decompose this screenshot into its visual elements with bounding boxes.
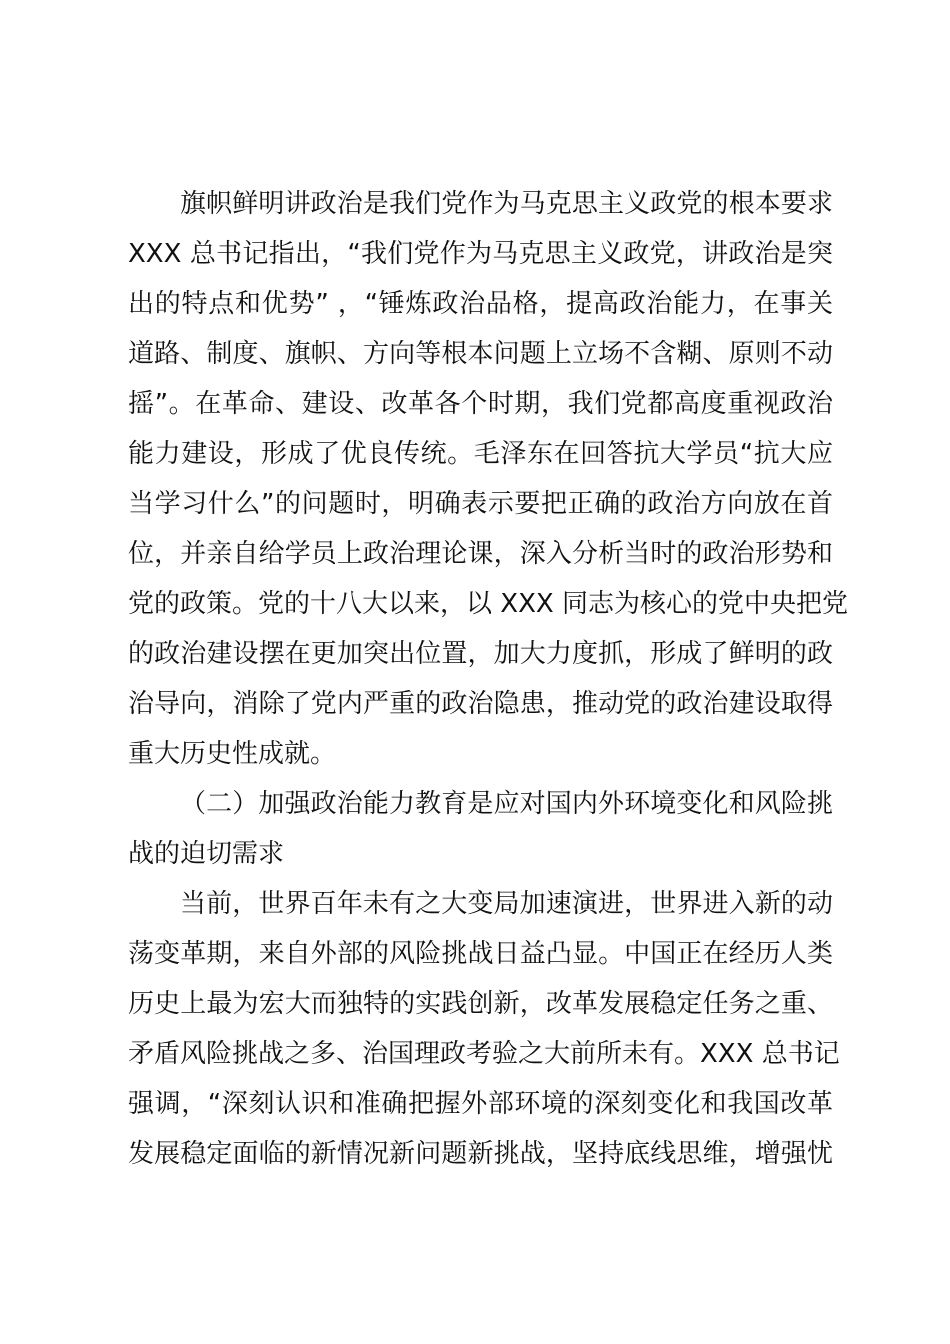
text-line: 出的特点和优势” ，“锤炼政治品格，提高政治能力，在事关 <box>128 289 833 319</box>
paragraph-environment-changes <box>128 879 840 1179</box>
document-body <box>128 179 848 1179</box>
section-heading-2 <box>128 779 833 879</box>
text-line: 的政治建设摆在更加突出位置，加大力度抓，形成了鲜明的政 <box>128 639 833 669</box>
text-line: 旗帜鲜明讲政治是我们党作为马克思主义政党的根本要求 <box>180 189 833 219</box>
text-line: 矛盾风险挑战之多、治国理政考验之大前所未有。XXX 总书记 <box>128 1039 840 1069</box>
text-line: XXX 总书记指出，“我们党作为马克思主义政党，讲政治是突 <box>128 239 833 269</box>
paragraph-political-stance <box>128 179 848 779</box>
text-line: 发展稳定面临的新情况新问题新挑战，坚持底线思维，增强忧 <box>128 1139 833 1169</box>
text-line: 摇”。在革命、建设、改革各个时期，我们党都高度重视政治 <box>128 389 833 419</box>
text-line: 强调，“深刻认识和准确把握外部环境的深刻变化和我国改革 <box>128 1089 833 1119</box>
text-line: 当学习什么”的问题时，明确表示要把正确的政治方向放在首 <box>128 489 833 519</box>
text-line: 历史上最为宏大而独特的实践创新，改革发展稳定任务之重、 <box>128 989 833 1019</box>
text-line: 道路、制度、旗帜、方向等根本问题上立场不含糊、原则不动 <box>128 339 833 369</box>
heading-line: （二）加强政治能力教育是应对国内外环境变化和风险挑 <box>180 789 833 819</box>
text-line: 荡变革期，来自外部的风险挑战日益凸显。中国正在经历人类 <box>128 939 833 969</box>
text-line: 重大历史性成就。 <box>128 739 337 769</box>
text-line: 党的政策。党的十八大以来，以 XXX 同志为核心的党中央把党 <box>128 589 848 619</box>
text-line: 位，并亲自给学员上政治理论课，深入分析当时的政治形势和 <box>128 539 833 569</box>
text-line: 当前，世界百年未有之大变局加速演进，世界进入新的动 <box>180 889 833 919</box>
text-line: 治导向，消除了党内严重的政治隐患，推动党的政治建设取得 <box>128 689 833 719</box>
heading-line: 战的迫切需求 <box>128 839 285 869</box>
text-line: 能力建设，形成了优良传统。毛泽东在回答抗大学员“抗大应 <box>128 439 833 469</box>
